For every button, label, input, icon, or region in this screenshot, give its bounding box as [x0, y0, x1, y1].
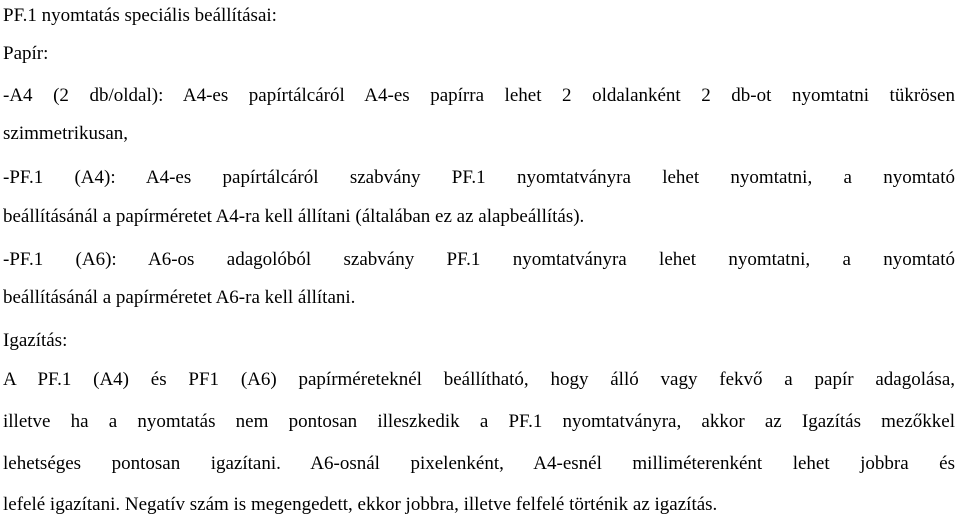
paragraph-line: -A4 (2 db/oldal): A4-es papírtálcáról A4-es papírra lehet 2 oldalanként 2 db-ot nyomtatni tükrösen [3, 85, 955, 106]
paragraph-line: A PF.1 (A4) és PF1 (A6) papírméreteknél beállítható, hogy álló vagy fekvő a papír adagolása, [3, 369, 955, 390]
section-label-paper: Papír: [3, 43, 49, 64]
paragraph-line: lefelé igazítani. Negatív szám is megengedett, ekkor jobbra, illetve felfelé történik az igazítás. [3, 494, 718, 515]
paragraph-line: -PF.1 (A4): A4-es papírtálcáról szabvány PF.1 nyomtatványra lehet nyomtatni, a nyomtató [3, 167, 955, 188]
paragraph-line: beállításánál a papírméretet A4-ra kell állítani (általában ez az alapbeállítás). [3, 206, 585, 227]
paragraph-line: illetve ha a nyomtatás nem pontosan illeszkedik a PF.1 nyomtatványra, akkor az Igazítás mezőkkel [3, 411, 955, 432]
paragraph-line: -PF.1 (A6): A6-os adagolóból szabvány PF.1 nyomtatványra lehet nyomtatni, a nyomtató [3, 249, 955, 270]
paragraph-line: beállításánál a papírméretet A6-ra kell állítani. [3, 287, 356, 308]
heading-line: PF.1 nyomtatás speciális beállításai: [3, 5, 277, 26]
paragraph-line: szimmetrikusan, [3, 123, 129, 144]
section-label-alignment: Igazítás: [3, 330, 68, 351]
paragraph-line: lehetséges pontosan igazítani. A6-osnál pixelenként, A4-esnél milliméterenként lehet jobbra és [3, 453, 955, 474]
